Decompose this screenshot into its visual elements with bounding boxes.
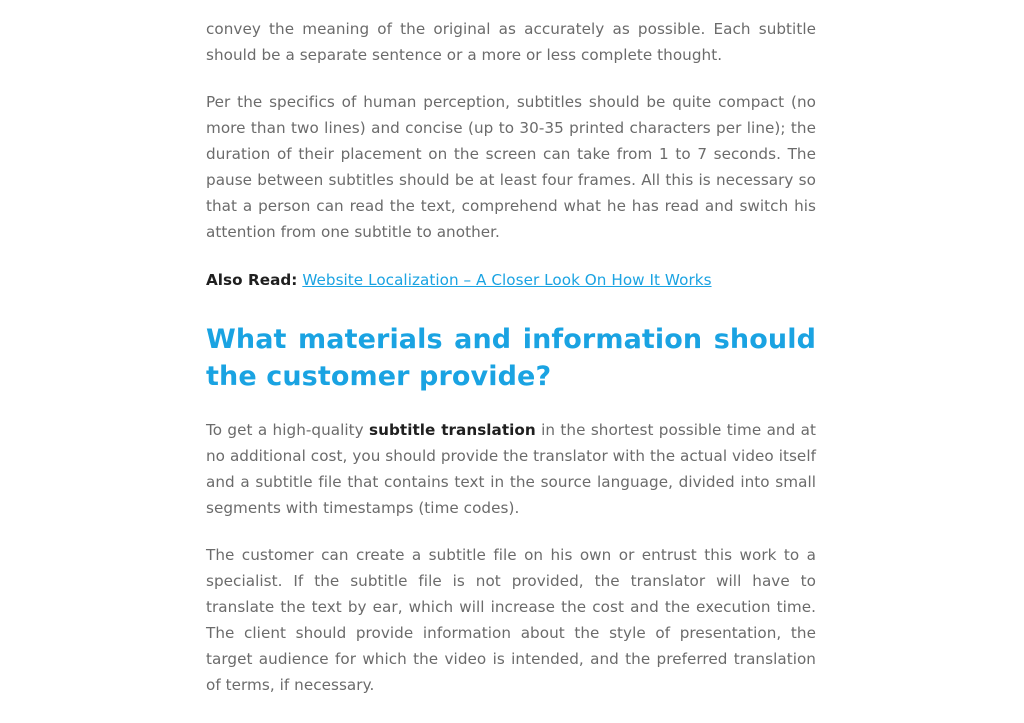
paragraph-customer-subtitle-file: The customer can create a subtitle file on his own or entrust this work to a specialist. If the subtitle file is not provided, the translator will have to translate the text by ear, which will increase the cost and the execution time. The client should provide information about the style of presentation, the target audience for which the video is intended, and the preferred translation of terms, if necessary. — [206, 546, 816, 694]
paragraph-text-before: To get a high-quality — [206, 421, 370, 439]
paragraph-subtitle-meaning: convey the meaning of the original as accurately as possible. Each subtitle should be a separate sentence or a more or less complete thought. — [206, 20, 816, 64]
paragraph-text-after: in the shortest possible time and at no additional cost, you should provide the translator with the actual video itself and a subtitle file that contains text in the source language, divided into small segments with timestamps (time codes). — [206, 421, 816, 517]
also-read-label: Also Read: — [206, 271, 298, 289]
paragraph-human-perception: Per the specifics of human perception, subtitles should be quite compact (no more than two lines) and concise (up to 30-35 printed characters per line); the duration of their placement on the screen can take from 1 to 7 seconds. The pause between subtitles should be at least four frames. All this is necessary so that a person can read the text, comprehend what he has read and switch his attention from one subtitle to another. — [206, 93, 816, 241]
section-heading: What materials and information should the customer provide? — [206, 324, 816, 392]
also-read — [206, 267, 816, 293]
subtitle-translation-keyword: subtitle translation — [369, 421, 536, 439]
website-localization-link[interactable]: Website Localization – A Closer Look On How It Works — [302, 271, 712, 289]
paragraph-high-quality — [206, 417, 816, 521]
article-body — [206, 16, 816, 698]
